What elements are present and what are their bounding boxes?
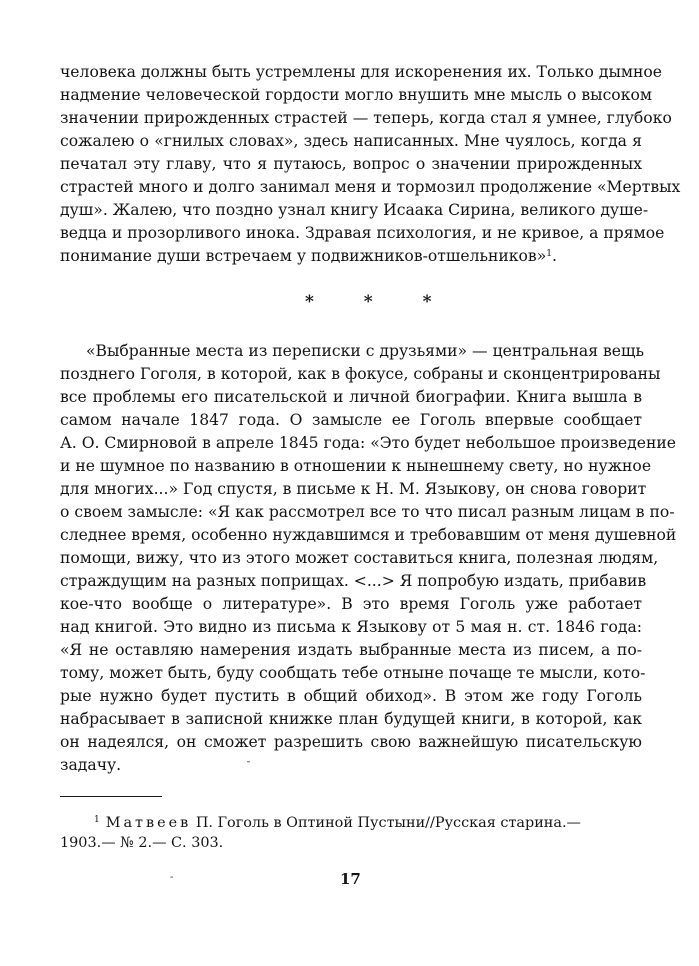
text-line: и не шумное по названию в отношении к нынешнему свету, но нужное — [60, 457, 652, 475]
text-line: А. О. Смирновой в апреле 1845 года: «Это будет небольшое произведение — [60, 434, 676, 452]
text-line: значении прирожденных страстей — теперь, когда стал я умнее, глубоко — [60, 109, 672, 127]
text-line: ведца и прозорливого инока. Здравая психология, и не кривое, а прямое — [60, 224, 665, 242]
text-line: о своем замысле: «Я как рассмотрел все то что писал разным лицам в по- — [60, 503, 675, 521]
text-line: следнее время, особенно нуждавшимся и требовавшим от меня душевной — [60, 526, 677, 544]
text-line: человека должны быть устремлены для искоренения их. Только дымное — [60, 63, 662, 81]
text-line: «Я не оставляю намерения издать выбранные места из писем, а по- — [60, 641, 642, 659]
page-number: 17 — [340, 870, 361, 888]
text-line-first: «Выбранные места из переписки с друзьями» — центральная вещь — [86, 342, 645, 360]
text-line: помощи, вижу, что из этого может составиться книга, полезная людям, — [60, 549, 659, 567]
sentence-end: . — [551, 247, 557, 265]
text-line: надмение человеческой гордости могло внушить мне мысль о высоком — [60, 86, 652, 104]
text-line: кое-что вообще о литературе». В это время Гоголь уже работает — [60, 595, 642, 613]
section-separator: * * * — [305, 292, 454, 312]
text-line: самом начале 1847 года. О замысле ее Гоголь впервые сообщает — [60, 411, 642, 429]
text-line: страстей много и долго занимал меня и тормозил продолжение «Мертвых — [60, 178, 681, 196]
footnote-line: 1903.— № 2.— С. 303. — [60, 835, 224, 851]
text-line: над книгой. Это видно из письма к Языкову от 5 мая н. ст. 1846 года: — [60, 618, 642, 636]
footnote-marker: 1 — [94, 815, 100, 825]
footnote-rule — [60, 796, 162, 797]
text-line: он надеялся, он сможет разрешить свою важнейшую писательскую — [60, 733, 642, 751]
print-speck: - — [170, 872, 174, 883]
text-line: позднего Гоголя, в которой, как в фокусе, собраны и сконцентрированы — [60, 365, 661, 383]
text-line: для многих...» Год спустя, в письме к Н. М. Языкову, он снова говорит — [60, 480, 647, 498]
footnote-text: П. Гоголь в Оптиной Пустыни//Русская старина.— — [195, 815, 581, 831]
footnote-reference[interactable]: 1 — [546, 249, 552, 259]
text-line: все проблемы его писательской и личной биографии. Книга вышла в — [60, 388, 642, 406]
print-speck: ˉ — [246, 761, 251, 772]
text-line: сожалею о «гнилых словах», здесь написанных. Мне чуялось, когда я — [60, 132, 642, 150]
text-line: набрасывает в записной книжке план будущей книги, в которой, как — [60, 710, 642, 728]
text-line-content: понимание души встречаем у подвижников-отшельников» — [60, 247, 547, 265]
text-line: страждущим на разных поприщах. <...> Я попробую издать, прибавив — [60, 572, 647, 590]
text-line: печатал эту главу, что я путаюсь, вопрос о значении прирожденных — [60, 155, 642, 173]
text-line-last: задачу. — [60, 756, 122, 774]
text-line: тому, может быть, буду сообщать тебе отныне почаще те мысли, кото- — [60, 664, 646, 682]
footnote-author: Матвеев — [105, 815, 192, 831]
text-line: рые нужно будет пустить в общий обиход». В этом же году Гоголь — [60, 687, 642, 705]
text-line: душ». Жалею, что поздно узнал книгу Исаака Сирина, великого душе- — [60, 201, 649, 219]
text-line-last — [60, 246, 642, 266]
footnote-line — [94, 814, 581, 833]
